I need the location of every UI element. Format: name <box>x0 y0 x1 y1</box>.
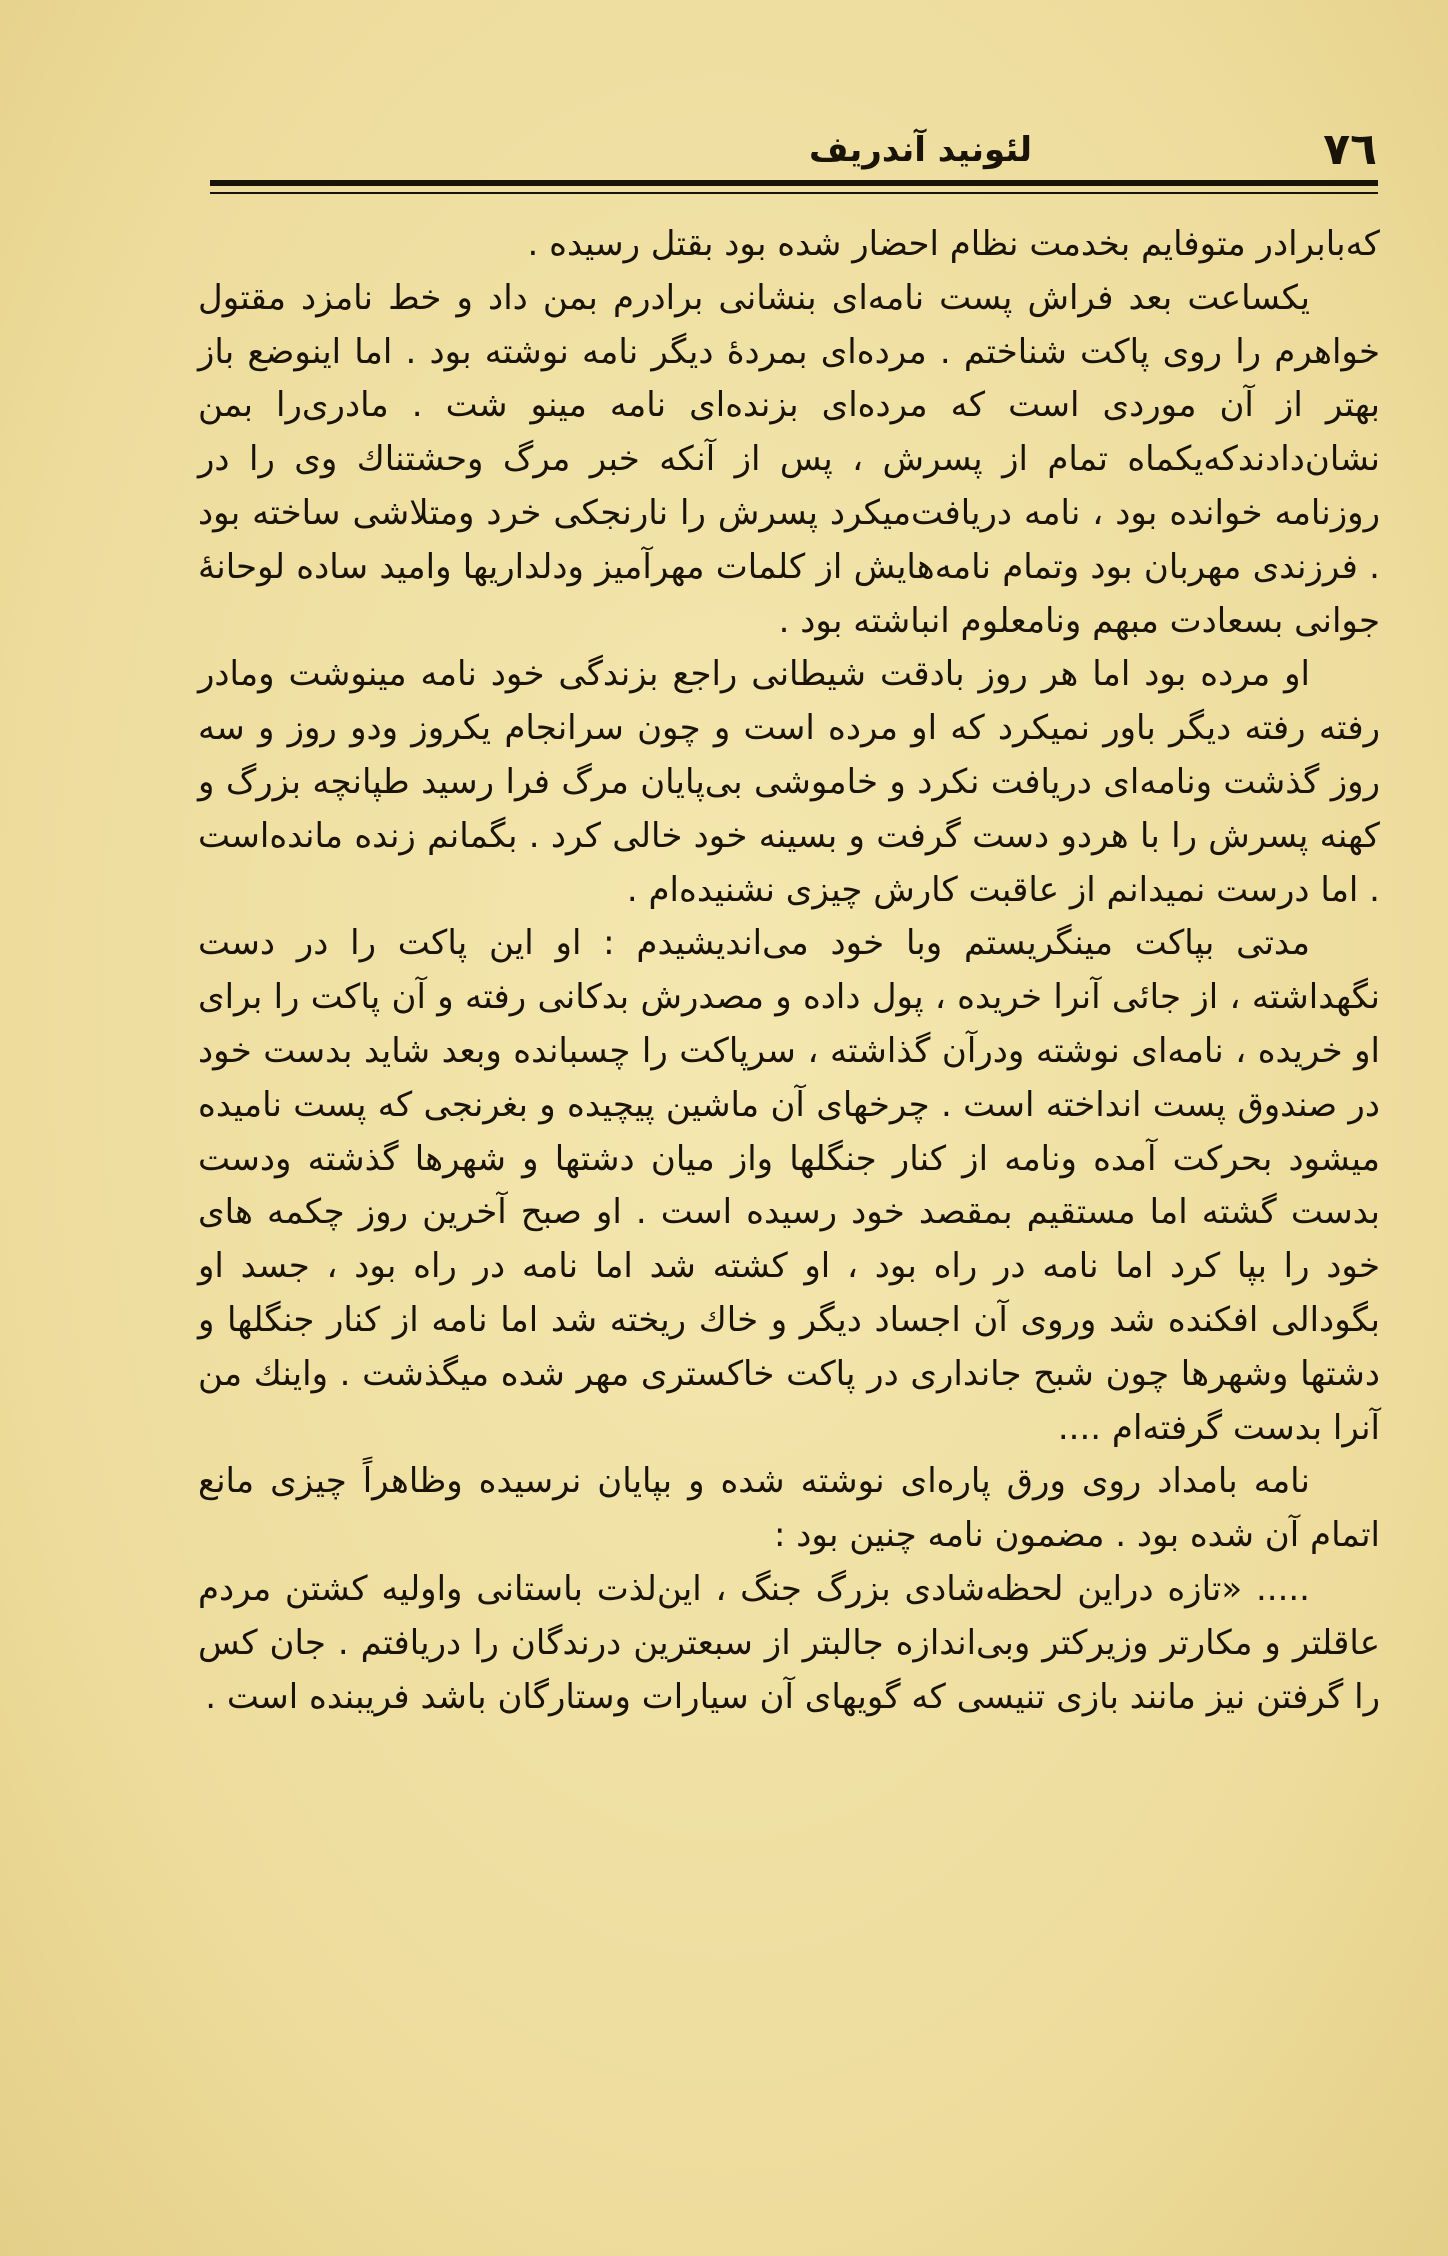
header-rule-thin <box>210 192 1378 194</box>
paragraph-2: یکساعت بعد فراش پست نامه‌ای بنشانی برادرم بمن داد و خط نامزد مقتول خواهرم را روی پاکت شناختم . مرده‌ای بمردهٔ دیگر نامه نوشته بود . اما اینوضع باز بهتر از آن موردی است که مرده‌ای بزنده‌ای نامه مینو شت . مادری‌را بمن نشان‌دادندکه‌یکماه تمام از پسرش ، پس از آنکه خبر مرگ وحشتناك وی را در روزنامه خوانده بود ، نامه دریافت‌میکرد پسرش را نارنجکی خرد ومتلاشی ساخته بود . فرزندی مهربان بود وتمام نامه‌هایش از کلمات مهرآمیز ودلداریها وامید ساده لوحانهٔ جوانی بسعادت مبهم ونامعلوم انباشته بود . <box>198 277 1380 641</box>
running-title: لئونید آندریف <box>809 130 1032 170</box>
body-text <box>198 218 1380 1724</box>
page-number: ٧٦ <box>1323 124 1377 175</box>
paragraph-1: که‌بابرادر متوفایم بخدمت نظام احضار شده بود بقتل رسیده . <box>527 224 1380 264</box>
header-rule-thick <box>210 180 1378 186</box>
page-header <box>212 120 1377 180</box>
paragraph-5: نامه بامداد روی ورق پاره‌ای نوشته شده و بپایان نرسیده وظاهراً چیزی مانع اتمام آن شده بود . مضمون نامه چنین بود : <box>198 1461 1380 1556</box>
paragraph-6: ..... «تازه دراین لحظه‌شادی بزرگ جنگ ، این‌لذت باستانی واولیه کشتن مردم عاقلتر و مکارتر وزیرکتر وبی‌اندازه جالبتر از سبعترین درندگان را دریافتم . جان کس را گرفتن نیز مانند بازی تنیسی که گویهای آن سیارات وستارگان باشد فریبنده است . <box>198 1568 1380 1717</box>
paragraph-3: او مرده بود اما هر روز بادقت شیطانی راجع بزندگی خود نامه مینوشت ومادر رفته رفته دیگر باور نمیکرد که او مرده است و چون سرانجام یکروز ودو روز و سه روز گذشت ونامه‌ای دریافت نکرد و خاموشی بی‌پایان مرگ فرا رسید طپانچه بزرگ و کهنه پسرش را با هردو دست گرفت و بسینه خود خالی کرد . بگمانم زنده مانده‌است . اما درست نمیدانم از عاقبت کارش چیزی نشنیده‌ام . <box>198 654 1380 910</box>
paragraph-4: مدتی بپاکت مینگریستم وبا خود می‌اندیشیدم : او این پاکت را در دست نگهداشته ، از جائی آنرا خریده ، پول داده و مصدرش بدکانی رفته و آن پاکت را برای او خریده ، نامه‌ای نوشته ودرآن گذاشته ، سرپاکت را چسبانده وبعد شاید بدست خود در صندوق پست انداخته است . چرخهای آن ماشین پیچیده و بغرنجی که پست نامیده میشود بحرکت آمده ونامه از کنار جنگلها واز میان دشتها و شهرها گذشته ودست بدست گشته اما مستقیم بمقصد خود رسیده است . او صبح آخرین روز چکمه های خود را بپا کرد اما نامه در راه بود ، او کشته شد اما نامه در راه بود ، جسد او بگودالی افکنده شد وروی آن اجساد دیگر و خاك ریخته شد اما نامه از کنار جنگلها و دشتها وشهرها چون شبح جانداری در پاکت خاکستری مهر شده میگذشت . واینك من آنرا بدست گرفته‌ام .... <box>198 923 1380 1448</box>
